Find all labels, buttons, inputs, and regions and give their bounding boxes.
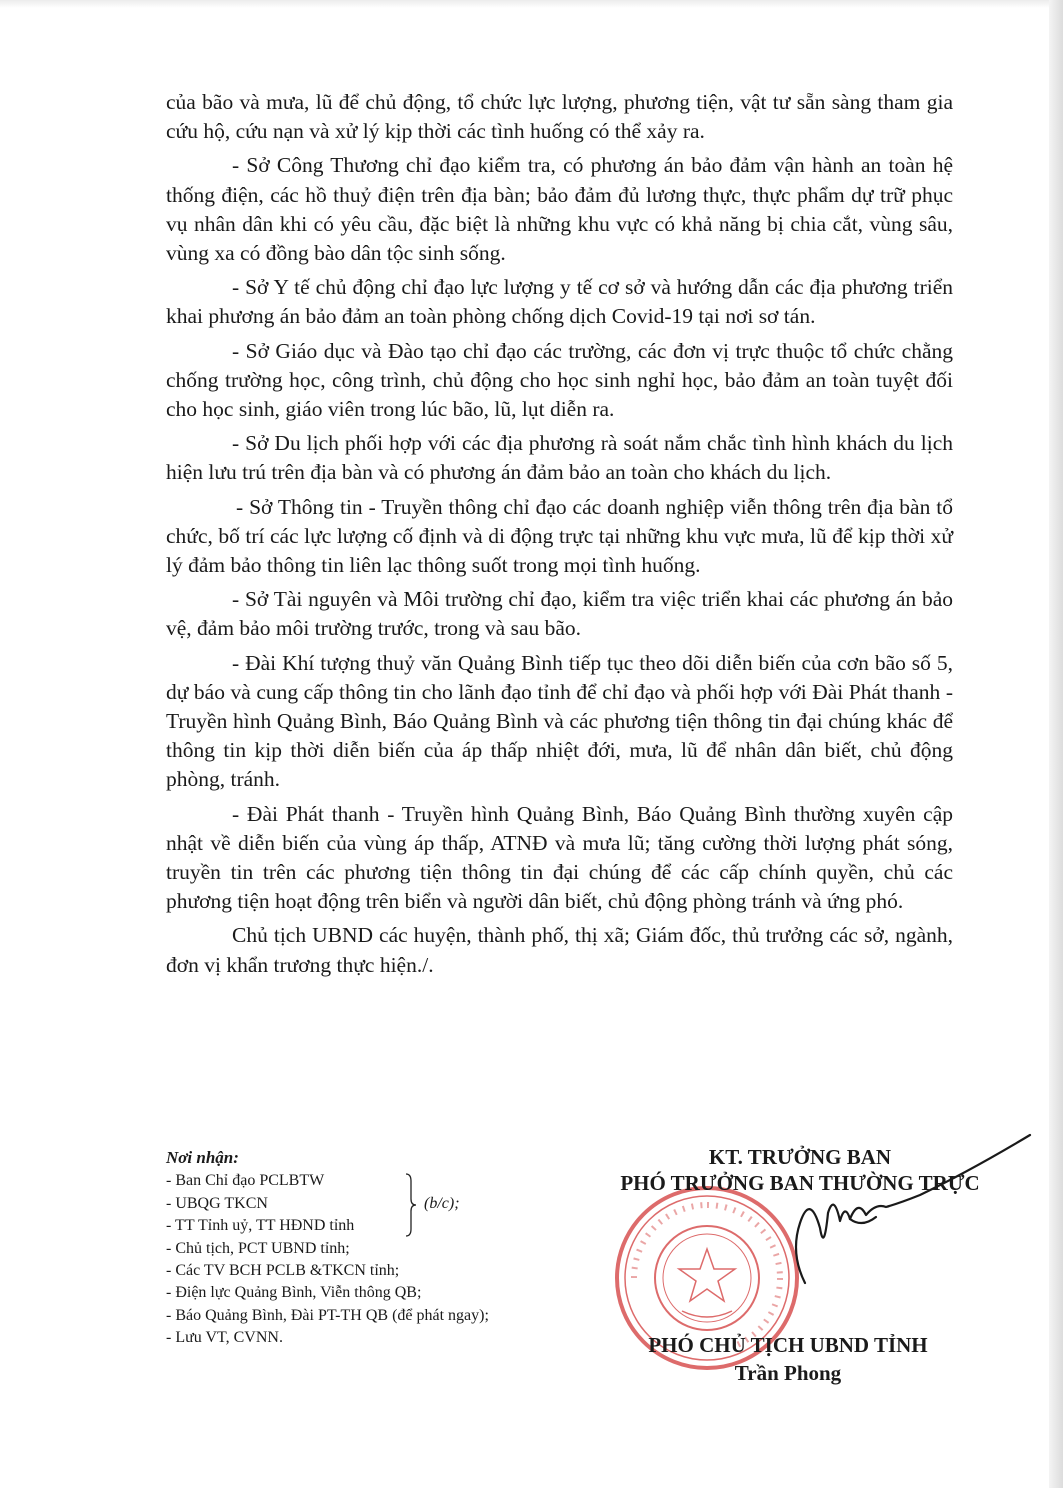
signer-name: Trần Phong <box>734 1361 842 1385</box>
recipient-item: - UBQG TKCN <box>166 1194 268 1212</box>
paragraph-dai-phat-thanh: - Đài Phát thanh - Truyền hình Quảng Bình, Báo Quảng Bình thường xuyên cập nhật về diễn biến của vùng áp thấp, ATNĐ và mưa lũ; tăng cường thời lượng phát sóng, truyền tin trên các phương tiện thông tin đại chúng để các cấp chính quyền, chủ các phương tiện hoạt động trên biển và người dân biết, chủ động phòng tránh và ứng phó. <box>166 801 953 914</box>
paragraph-so-giao-duc: - Sở Giáo dục và Đào tạo chỉ đạo các trường, các đơn vị trực thuộc tổ chức chằng chống trường học, công trình, chủ động cho học sinh nghỉ học, bảo đảm an toàn tuyệt đối cho học sinh, giáo viên trong lúc bão, lũ, lụt diễn ra. <box>166 338 953 422</box>
recipients-heading: Nơi nhận: <box>166 1148 239 1167</box>
handwritten-signature-icon <box>750 1133 1040 1303</box>
bracket-note: (b/c); <box>424 1195 460 1212</box>
paragraph-continuation: của bão và mưa, lũ để chủ động, tổ chức lực lượng, phương tiện, vật tư sẵn sàng tham gia cứu hộ, cứu nạn và xử lý kịp thời các tình huống có thể xảy ra. <box>166 90 953 144</box>
signature-authority-line: KT. TRƯỞNG BAN <box>708 1145 892 1169</box>
signature-block <box>590 1143 1010 1393</box>
paragraph-so-du-lich: - Sở Du lịch phối hợp với các địa phương rà soát nắm chắc tình hình khách du lịch hiện lưu trú trên địa bàn và có phương án đảm bảo an toàn cho khách du lịch. <box>166 431 953 485</box>
recipients-block <box>166 1147 596 1350</box>
recipient-item: - Điện lực Quảng Bình, Viễn thông QB; <box>166 1284 422 1302</box>
signature-position-line: PHÓ TRƯỞNG BAN THƯỜNG TRỰC <box>620 1171 980 1195</box>
signer-title: PHÓ CHỦ TỊCH UBND TỈNH <box>648 1333 928 1357</box>
recipient-item: - Chủ tịch, PCT UBND tỉnh; <box>166 1239 350 1257</box>
paragraph-so-tai-nguyen: - Sở Tài nguyên và Môi trường chỉ đạo, kiểm tra việc triển khai các phương án bảo vệ, đảm bảo môi trường trước, trong và sau bão. <box>166 587 953 641</box>
document-body <box>166 88 953 985</box>
page-right-edge <box>1049 0 1063 1488</box>
curly-brace-icon <box>404 1173 418 1237</box>
paragraph-so-cong-thuong: - Sở Công Thương chỉ đạo kiểm tra, có phương án bảo đảm vận hành an toàn hệ thống điện, các hồ thuỷ điện trên địa bàn; bảo đảm đủ lương thực, thực phẩm dự trữ phục vụ nhân dân khi có yêu cầu, đặc biệt là những khu vực có khả năng bị chia cắt, vùng sâu, vùng xa có đồng bào dân tộc sinh sống. <box>166 153 953 266</box>
paragraph-so-y-te: - Sở Y tế chủ động chỉ đạo lực lượng y tế cơ sở và hướng dẫn các địa phương triển khai phương án bảo đảm an toàn phòng chống dịch Covid-19 tại nơi sơ tán. <box>166 275 953 329</box>
paragraph-dai-khi-tuong: - Đài Khí tượng thuỷ văn Quảng Bình tiếp tục theo dõi diễn biến của cơn bão số 5, dự báo và cung cấp thông tin cho lãnh đạo tỉnh để chỉ đạo và phối hợp với Đài Phát thanh - Truyền hình Quảng Bình, Báo Quảng Bình và các phương tiện thông tin đại chúng khác để thông tin kịp thời diễn biến của áp thấp nhiệt đới, mưa, lũ để nhân dân biết, chủ động phòng, tránh. <box>166 650 953 792</box>
page-top-edge <box>0 0 1063 8</box>
recipient-item: - Ban Chỉ đạo PCLBTW <box>166 1172 325 1190</box>
paragraph-closing: Chủ tịch UBND các huyện, thành phố, thị xã; Giám đốc, thủ trưởng các sở, ngành, đơn vị khẩn trương thực hiện./. <box>166 923 953 977</box>
recipient-item: - Lưu VT, CVNN. <box>166 1329 283 1347</box>
recipient-item: - Các TV BCH PCLB &TKCN tỉnh; <box>166 1262 400 1280</box>
recipient-item: - Báo Quảng Bình, Đài PT-TH QB (để phát ngay); <box>166 1306 489 1324</box>
paragraph-so-thong-tin: - Sở Thông tin - Truyền thông chỉ đạo các doanh nghiệp viễn thông trên địa bàn tổ chức, bố trí các lực lượng cố định và di động trực tại những khu vực mưa, lũ để kịp thời xử lý đảm bảo thông tin liên lạc thông suốt trong mọi tình huống. <box>166 494 953 578</box>
recipient-item: - TT Tỉnh uỷ, TT HĐND tỉnh <box>166 1217 355 1235</box>
